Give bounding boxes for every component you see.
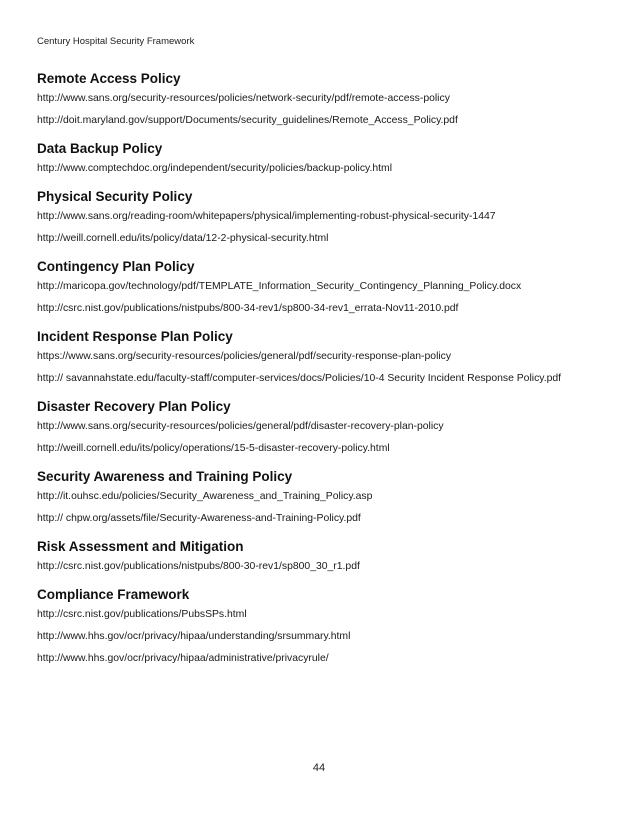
section-compliance-framework bbox=[37, 586, 601, 666]
reference-link[interactable]: http://weill.cornell.edu/its/policy/data/12-2-physical-security.html bbox=[37, 233, 329, 244]
section-title: Security Awareness and Training Policy bbox=[37, 469, 293, 484]
page-number: 44 bbox=[312, 762, 326, 774]
section-title: Data Backup Policy bbox=[37, 141, 163, 156]
section-title: Compliance Framework bbox=[37, 587, 190, 602]
reference-link[interactable]: http://www.sans.org/reading-room/whitepapers/physical/implementing-robust-physical-security-1447 bbox=[37, 211, 496, 222]
reference-link[interactable]: http://weill.cornell.edu/its/policy/operations/15-5-disaster-recovery-policy.html bbox=[37, 443, 390, 454]
section-contingency-plan-policy bbox=[37, 258, 601, 316]
section-title: Contingency Plan Policy bbox=[37, 259, 195, 274]
reference-link[interactable]: http://www.hhs.gov/ocr/privacy/hipaa/understanding/srsummary.html bbox=[37, 631, 351, 642]
section-title: Incident Response Plan Policy bbox=[37, 329, 233, 344]
section-physical-security-policy bbox=[37, 188, 601, 246]
section-data-backup-policy bbox=[37, 140, 601, 176]
section-title: Disaster Recovery Plan Policy bbox=[37, 399, 231, 414]
reference-link[interactable]: http://www.hhs.gov/ocr/privacy/hipaa/administrative/privacyrule/ bbox=[37, 653, 329, 664]
running-header: Century Hospital Security Framework bbox=[37, 36, 195, 47]
reference-link[interactable]: http://www.sans.org/security-resources/policies/network-security/pdf/remote-access-policy bbox=[37, 93, 450, 104]
reference-link[interactable]: http://www.sans.org/security-resources/policies/general/pdf/disaster-recovery-plan-policy bbox=[37, 421, 444, 432]
section-security-awareness-training-policy bbox=[37, 468, 601, 526]
reference-link[interactable]: http://doit.maryland.gov/support/Documents/security_guidelines/Remote_Access_Policy.pdf bbox=[37, 115, 458, 126]
section-title: Remote Access Policy bbox=[37, 71, 181, 86]
section-remote-access-policy bbox=[37, 70, 601, 128]
section-risk-assessment-mitigation bbox=[37, 538, 601, 574]
reference-link[interactable]: http:// chpw.org/assets/file/Security-Awareness-and-Training-Policy.pdf bbox=[37, 513, 361, 524]
section-title: Risk Assessment and Mitigation bbox=[37, 539, 244, 554]
reference-link[interactable]: http:// savannahstate.edu/faculty-staff/computer-services/docs/Policies/10-4 Security Incident Response Policy.pdf bbox=[37, 373, 562, 384]
reference-link[interactable]: http://maricopa.gov/technology/pdf/TEMPLATE_Information_Security_Contingency_Planning_Policy.docx bbox=[37, 281, 522, 292]
reference-list bbox=[37, 70, 601, 678]
reference-link[interactable]: http://it.ouhsc.edu/policies/Security_Awareness_and_Training_Policy.asp bbox=[37, 491, 373, 502]
section-incident-response-plan-policy bbox=[37, 328, 601, 386]
reference-link[interactable]: https://www.sans.org/security-resources/policies/general/pdf/security-response-plan-policy bbox=[37, 351, 452, 362]
section-disaster-recovery-plan-policy bbox=[37, 398, 601, 456]
section-title: Physical Security Policy bbox=[37, 189, 193, 204]
reference-link[interactable]: http://www.comptechdoc.org/independent/security/policies/backup-policy.html bbox=[37, 163, 393, 174]
reference-link[interactable]: http://csrc.nist.gov/publications/nistpubs/800-30-rev1/sp800_30_r1.pdf bbox=[37, 561, 360, 572]
reference-link[interactable]: http://csrc.nist.gov/publications/PubsSPs.html bbox=[37, 609, 247, 620]
reference-link[interactable]: http://csrc.nist.gov/publications/nistpubs/800-34-rev1/sp800-34-rev1_errata-Nov11-2010.pdf bbox=[37, 303, 459, 314]
